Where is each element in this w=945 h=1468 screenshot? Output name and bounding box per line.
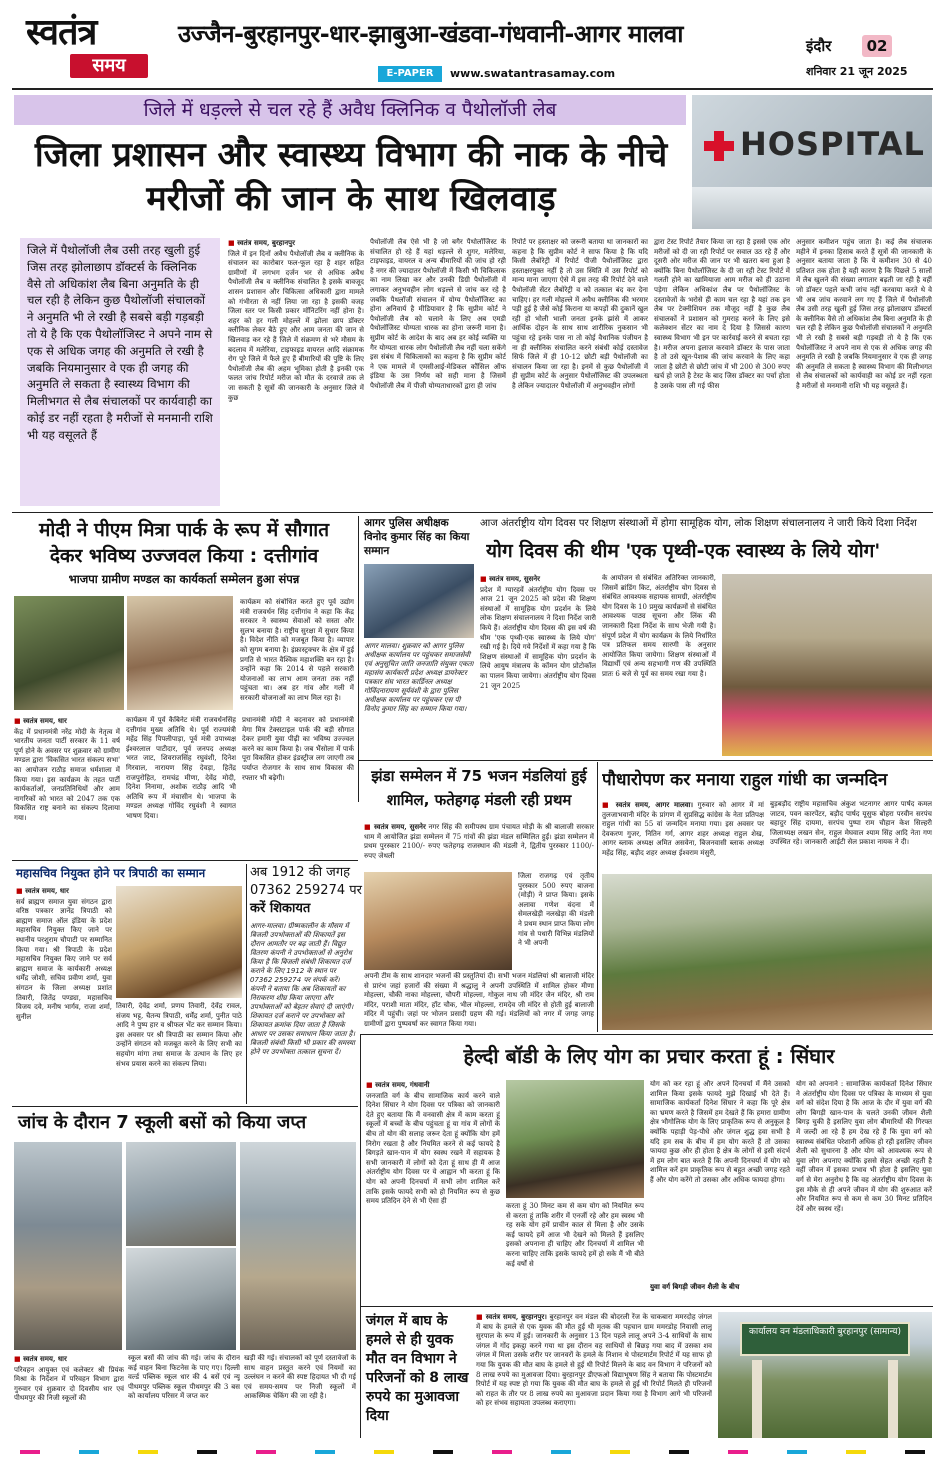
jhanda-lead-text: नगर सिंह की समीपस्थ ग्राम पंचायत मोड़ी के श्री बालाजी सरकार धाम में आयोजित झंडा सम्मेलन में 75 गांवों की झंडा मंडल सम्मिलित हुईं। झंडा सम्मेलन में प्रथम पुरस्कार 2100/- रुपए फतेहगढ़ राजस्थान की मंडली ने, द्वितीय पुरस्कार 1100/- रुपए जेथली xyxy=(364,823,594,860)
jhanda-col-right: जिला राजगढ़ एवं तृतीय पुरस्कार 500 रुपए बाजना (मोड़ी) ने प्राप्त किया। इसके अलावा गणेश वंदना में सेमलखेड़ी नलखेड़ा की मंडली ने प्रथम स्थान प्राप्त किया लोग गांव से पधारी विभिन्न मंडलियों ने भी अपनी xyxy=(518,872,594,948)
singhar-headline: हेल्दी बॉडी के लिए योग का प्रचार करता हूं : सिंघार xyxy=(463,1044,835,1068)
epaper-bar xyxy=(378,66,788,82)
page-number: 02 xyxy=(862,35,892,57)
lead-headline: जिला प्रशासन और स्वास्थ्य विभाग की नाक के नीचे मरीजों की जान के साथ खिलवाड़ xyxy=(34,135,668,219)
singhar-col-4: योग को अपनाने : सामाजिक कार्यकर्ता दिनेश सिंघार ने अंतर्राष्ट्रीय योग दिवस पर पत्रिका के माध्यम से युवा वर्ग को संदेश दिया है कि आज के दौर में युवा वर्ग की लोग बिगड़ी खान-पान के चलते उनकी जीवन शैली बिगड़ चुकी है इसलिए युवा लोग बीमारियों की गिरफ्त में जल्दी आ रहे हैं हम देख रहे हैं कि युवा वर्ग को स्वास्थ्य संबंधित परेशानी अधिक हो रही इसलिए जीवन शैली को सुधारना है और योग को आवश्यक रूप से युवा लोग अपनाए क्योंकि इससे सेहत अच्छी रहती है वहीं जीवन में इसका प्रभाव भी होता है इसलिए युवा वर्ग से मेरा अनुरोध है कि वह अंतर्राष्ट्रीय योग दिवस के इस मौके से ही अपने जीवन में योग की शुरुआत करें और नियमित रूप से कम से कम 30 मिनट प्रतिदिन देवें और स्वस्थ रहें। xyxy=(796,1080,932,1213)
left-mid-rule xyxy=(12,860,358,861)
lead-col-1-text: जिले में इन दिनों अवैध पैथोलॉजी लैब व क्लीनिक के संचालन का कारोबार फल-फूल रहा है शहर सहित ग्रामीणों में लगभग दर्जन भर से अधिक अवैध पैथोलॉजी लैब व क्लीनिक संचालित है इसके बावजूद शासन प्रशासन और चिकित्सा अधिकारी द्वारा मामले को गंभीरता से नहीं लिया जा रहा है इसकी वजह जिला स्तर पर किसी प्रकार मॉनिटरिंग नहीं होना है। शहर को हर गली मोहल्ले में झोला छाप डॉक्टर क्लीनिक लेकर बैठे हुए और आम जनता की जान से खिलवाड़ कर रहे हैं जिले में संक्रमण से भरे मौसम के बदलाव में मलेरिया, टाइफाइड वायरल आदि संक्रामक रोग पूरे जिले में फैले हुए हैं बीमारियों की पुष्टि के लिए पैथोलॉजी लैब की अहम भूमिका होती है इनकी एक फलत जांच रिपोर्ट मरीज को मौत के दरवाजे तक ले जा सकती है सूत्रों की जानकारी के अनुसार जिले में कुछ xyxy=(228,249,364,402)
yoga-photo xyxy=(722,574,932,756)
jhanda-headline: झंडा सम्मेलन में 75 भजन मंडलियां हुई शामिल, फतेहगढ़ मंडली रही प्रथम xyxy=(371,767,587,809)
jhanda-lead xyxy=(364,822,594,870)
phone-body: आगर-मालवा। ग्रीष्मकालीन के मौसम में बिजली उपभोक्ताओं की शिकायतें इस दौरान आमतौर पर बढ़ जाती हैं। विद्युत वितरण कंपनी ने उपभोक्ताओं से अनुरोध किया है कि बिजली संबंधी शिकायत दर्ज कराने के लिए 1912 के स्थान पर 07362 259274 पर संपर्क करें। कंपनी ने बताया कि अब शिकायतों का निराकरण शीघ्र किया जाएगा और उपभोक्ताओं को बेहतर सेवाएं दी जाएंगी। शिकायत दर्ज कराने पर उपभोक्ता को शिकायत क्रमांक दिया जाता है जिसके आधार पर उसका समाधान किया जाता है। बिजली संबंधी किसी भी प्रकार की समस्या होने पर उपभोक्ता तत्काल सूचना दें। xyxy=(250,922,356,1056)
bus-photo-2 xyxy=(126,1142,236,1246)
modi-photo-2 xyxy=(127,596,233,710)
forest-body-text: बुरहानपुर वन मंडल की बोदरली रेंज के चाकबारा ममरदोह जंगल में बाघ के हमले से एक युवक की मौत हुई थी मृतक की पहचान ग्राम ममरडोह निवासी लालू सुरपाल के रूप में हुई। जानकारी के अनुसार 13 दिन पहले लालू अपने 3-4 साथियों के साथ जंगल में गोंद इकट्ठा करने गया था इस दौरान वह साथियों से बिछड़ गया बाद में उसका शव जंगल में मिला उसके शरीर पर जानवरों के हमले के निशान थे पोस्टमार्टम रिपोर्ट में यह साफ हो गया कि युवक की मौत बाघ के हमले से हुई थी रिपोर्ट मिलने के बाद वन विभाग ने परिजनों को 8 लाख रुपये का मुआवजा दिया। बुरहानपुर डीएफओ विद्याभूषण सिंह ने बताया कि पोस्टमार्टम रिपोर्ट में यह स्पष्ट हो गया कि युवक की मौत बाघ के हमले से हुई थी रिपोर्ट मिलते ही परिजनों को राहत के तौर पर 8 लाख रुपये का मुआवजा प्रदान किया गया है विभाग आगे भी परिजनों को हर संभव सहायता उपलब्ध कराएगा। xyxy=(476,1313,712,1408)
hospital-sign-text: HOSPITAL xyxy=(740,125,925,163)
mahasachiv-photo xyxy=(116,886,242,998)
phone-box xyxy=(250,864,362,1104)
modi-subhead: भाजपा ग्रामीण मण्डल का कार्यकर्ता सम्मेलन हुआ संपन्न xyxy=(68,572,300,586)
yoga-byline: ■ स्वतंत्र समय, सुसनेर xyxy=(480,574,541,583)
lead-kicker xyxy=(14,95,686,125)
bus-photo-3 xyxy=(126,1248,236,1350)
phone-box-divider xyxy=(246,864,247,1104)
singhar-col-3-text: योग को कर रहा हूं और अपने दिनचर्या में मैंने उसको शामिल किया इसके फायदे मुझे दिखाई भी देते हैं। सामाजिक कार्यकर्ता दिनेश सिंघार ने कहा कि पूरे क्षेत्र का भ्रमण करते है जिसमें हम देखते हैं कि हमारा ग्रामीण क्षेत्र भौगोलिक योग के लिए प्राकृतिक रूप से अनुकूल है क्योंकि पहाड़ी पेड़-पौधे और जंगल शुद्ध हवा सभी है यदि हम सब के बीच में हम योग करते हैं तो उसका फायदा कुछ और ही होता है क्षेत्र के लोगों से इसी संदर्भ में हम लोग बात करते हैं कि अपनी दिनचर्या में योग को शामिल करें हम प्राकृतिक रूप से बहुत अच्छी जगह रहते हैं और योग करेंगे तो उसका और अधिक फायदा होगा। xyxy=(650,1080,790,1184)
singhar-col-2: करता हूं 30 मिनट कम से कम योग को नियमित रूप से करता हूं ताकि शरीर में एनर्जी रहे और हम स्वस्थ भी रह सके योग हमें प्राचीन काल से मिला है और उसके कई फायदे हमें आज भी देखने को मिलते हैं इसलिए इसको अपनाना ही चाहिए और दिनचर्या में शामिल भी करना चाहिए ताकि इसके फायदे हमें हो सके मैं भी बीते कई वर्षों से xyxy=(506,1202,644,1268)
mahasachiv-col-1-text: सर्व ब्राह्मण समाज युवा संगठन द्वारा वरिष्ठ पत्रकार ज्ञानेंद्र त्रिपाठी को ब्राह्मण समाज ऑल इंडिया के प्रदेश महासचिव नियुक्त किए जाने पर स्थानीय परशुराम चौपाटी पर सम्मानित किया गया। श्री त्रिपाठी के प्रदेश महासचिव नियुक्त किए जाने पर सर्व ब्राह्मण समाज के कार्यकारी अध्यक्ष धर्मेंद्र जोशी, सचिव प्रवीण शर्मा, युवा संगठन के जिला अध्यक्ष प्रशांत तिवारी, जितेंद्र पण्ड्या, महासचिव विजय दवे, मनीष भार्गव, राजा शर्मा, सुनील xyxy=(16,897,112,1021)
bus-col-1-text: परिवहन आयुक्त एवं कलेक्टर श्री प्रियंक मिश्रा के निर्देशन में परिवहन विभाग द्वारा गुरुवार एवं शुक्रवार दो दिवसीय धार एवं पीथमपुर की निजी स्कूलों की xyxy=(14,1365,124,1403)
modi-col-left xyxy=(14,716,120,856)
bus-col-1 xyxy=(14,1354,124,1438)
singhar-col-3-sub: युवा वर्ग बिगड़ी जीवन शैली के बीच xyxy=(650,1282,740,1291)
sp-caption: आगर मालवा। शुक्रवार को आगर पुलिस अधीक्षक कार्यालय पर पहुंचकर समाजसेवी एवं अनुसूचित जाति जनजाति संयुक्त एकता महासंघ कार्यकारी प्रदेश अध्यक्ष डायरेक्टर पत्रकार संघ भारत कार्डिनल अध्यक्ष गोविंदनारायण सूर्यवंशी के द्वारा पुलिस अधीक्षक कार्यालय पर पहुंचकर एस पी विनोद कुमार सिंह का सम्मान किया गया। xyxy=(364,642,474,713)
yoga-headline: योग दिवस की थीम 'एक पृथ्वी-एक स्वास्थ्य के लिये योग' xyxy=(486,540,881,562)
center-column-divider xyxy=(597,762,598,1032)
registration-marks xyxy=(20,1450,925,1456)
yoga-col-2: के आयोजन से संबंधित अतिरिक्त जानकारी, जिसमें ब्रांडिंग किट, अंतर्राष्ट्रीय योग दिवस से संबंधित आवश्यक सहायक सामग्री, अंतर्राष्ट्रीय योग दिवस के 10 प्रमुख कार्यक्रमों से संबंधित आवश्यक पाठ्य सूचना और लिंक की जानकारी दिशा निर्देश के साथ भेजी गयी है। संपूर्ण प्रदेश में योग कार्यक्रम के लिये निर्धारित पत्र प्रतिफल समय सारणी के अनुसार आयोजित किया जायेगा। शिक्षण संस्थाओं में विद्यार्थी एवं अन्य सहभागी गण की उपस्थिति प्रातः 6 बजे से पूर्व का समय रखा गया है। xyxy=(602,574,716,678)
singhar-col-3 xyxy=(650,1080,790,1302)
singhar-photo xyxy=(506,1080,644,1198)
mahasachiv-col-1 xyxy=(16,886,112,1104)
lead-highlight-box xyxy=(20,238,220,506)
phone-line-3: करें शिकायत xyxy=(250,901,311,916)
modi-headline: मोदी ने पीएम मित्रा पार्क के रूप में सौगात देकर भविष्य उज्जवल किया : दत्तीगांव xyxy=(38,519,330,567)
bus-photo-1 xyxy=(14,1142,122,1350)
website-link[interactable]: www.swatantrasamay.com xyxy=(450,67,616,80)
masthead-rule xyxy=(12,88,933,90)
lead-col-5: अनुसार कमीशन पहुंच जाता है। कई लैब संचालक महीने में इनका हिसाब करते हैं सूत्रों की जानकारी के अनुसार बताया जाता है कि ये कमीशन 30 से 40 प्रतिशत तक होता है यही कारण है कि पिछले 5 सालों में लैब खुलने की संख्या लगातार बढ़ती जा रही है वहीं जो डॉक्टर पहले कभी जांच नहीं करवाया करते थे वे भी अब जांच करवाने लग गए हैं जिले में पैथोलॉजी लैब उसी तरह खुली हुई जिस तरह झोलाछाप डॉक्टर्स के क्लीनिक वैसे तो अधिकांश लैब बिना अनुमति के ही चल रही है लेकिन कुछ पैथोलॉजी संचालकों ने अनुमति भी ले रखी है सबसे बड़ी गड़बड़ी तो ये है कि एक पैथोलॉजिस्ट ने अपने नाम से एक से अधिक जगह की अनुमति ले रखी है जबकि नियमानुसार वे एक ही जगह की अनुमति ले सकता है स्वास्थ्य विभाग की मिलीभगत से लैब संचालकों को कार्यवाही का कोई डर नहीं रहता है मरीजों से मनमानी राशि भी यह वसूलते हैं। xyxy=(796,238,932,390)
singhar-byline: ■ स्वतंत्र समय, गंधवानी xyxy=(366,1080,430,1089)
forest-office-photo xyxy=(718,1312,932,1438)
rahul-byline: ■ स्वतंत्र समय, आगर मालवा। xyxy=(602,800,694,809)
red-cross-icon xyxy=(704,131,734,161)
mahasachiv-col-2: तिवारी, देवेंद्र शर्मा, प्रणय तिवारी, देवेंद्र रावल, संजय भट्ट, चैतन्य त्रिपाठी, धर्मेंद्र शर्मा, पुनीत पाठे आदि ने पुष्प हार व श्रीफल भेंट कर सम्मान किया। इस अवसर पर श्री त्रिपाठी का सम्मान किया और उन्होंने संगठन को मजबूत करने के लिए सभी का सहयोग मांगा तथा समाज के उत्थान के लिए हर संभव प्रयास करने का संकल्प लिया। xyxy=(116,1002,242,1068)
epaper-label: E-PAPER xyxy=(378,66,442,82)
singhar-col-1 xyxy=(366,1080,500,1302)
lead-highlight-text: जिले में पैथोलॉजी लैब उसी तरह खुली हुई जिस तरह झोलाछाप डॉक्टर्स के क्लिनिक वैसे तो अधिकांश लैब बिना अनुमति के ही चल रही है लेकिन कुछ पैथोलॉजी संचालकों ने अनुमति भी ले रखी है सबसे बड़ी गड़बड़ी तो ये है कि एक पैथोलॉजिस्ट ने अपने नाम से एक से अधिक जगह की अनुमति ले रखी है जबकि नियमानुसार वे एक ही जगह की अनुमति ले सकता है स्वास्थ्य विभाग की मिलीभगत से लैब संचालकों पर कार्यवाही का कोई डर नहीं रहता है मरीजों से मनमानी राशि भी यह वसूलते हैं xyxy=(27,243,213,442)
yoga-col-1-text: प्रदेश में ग्यारहवें अंतर्राष्ट्रीय योग दिवस पर आज 21 जून 2025 को प्रदेश की शिक्षण संस्थाओं में सामूहिक योग प्रदर्शन के लिये लोक शिक्षण संचालनालय ने दिशा निर्देश जारी किये हैं। अंतर्राष्ट्रीय योग दिवस की इस वर्ष की थीम 'एक पृथ्वी-एक स्वास्थ्य के लिये योग' रखी गई है। दिये गये निर्देशों में कहा गया है कि शिक्षण संस्थाओं में सामूहिक योग प्रदर्शन के लिये आयुष मंत्रालय के कॉमन योग प्रोटोकॉल का पालन किया जायेगा। अंतर्राष्ट्रीय योग दिवस 21 जून 2025 xyxy=(480,585,596,690)
forest-office-sign: कार्यालय वन मंडलाधिकारी बुरहानपुर (सामान्य) xyxy=(740,1322,910,1356)
singhar-col-1-text: जनजाति वर्ग के बीच सामाजिक कार्य करने वाले दिनेश सिंघार ने योग दिवस पर पत्रिका को जानकारी देते हुए बताया कि मैं वनवासी क्षेत्र में काम करता हूं स्कूलों में बच्चों के बीच पहुंचता हूं या गांव में लोगों के बीच तो योग की सलाह जरूर देता हूं क्योंकि योग हमें निरोग रखता है और नियमित करने से कई फायदे है बिगड़ते खान-पान में योग स्वस्थ रखने में सहायक है सभी जानकारी में लोगों को देता हूं साथ ही मैं आज अंतर्राष्ट्रीय योग दिवस पर ये आह्वान भी करता हूं कि योग को अपनी दिनचर्या में सभी लोग शामिल करें ताकि इसके फायदे सभी को हो नियमित रूप से कुछ समय प्रतिदिन देने से भी ऐसा ही xyxy=(366,1091,500,1206)
rahul-photo xyxy=(602,874,932,1030)
jhanda-photo xyxy=(364,872,512,970)
lead-col-2: पैथोलॉजी लैब ऐसे भी है जो बगैर पैथोलॉजिस्ट के संचालित हो रहे हैं यहां धड़ल्ले से शुगर, मलेरिया, टाइफाइड, वायरल व अन्य बीमारियों की जांच हो रही है नगर की ज्यादातर पैथोलॉजी में किसी भी चिकित्सक का नाम लिखा कर और उनकी डिग्री पैथोलॉजी में लगाकर अनुभवहीन लोग धड़ल्ले से जांच कर रहे है जबकि पैथलॉजी संचालन में योग्य पैथोलॉजिस्ट का होना अनिवार्य है मीडियावार है कि सुप्रीम कोर्ट ने पैथोलॉजी लैब को चलाने के लिए अब एमडी पैथोलॉजिस्ट योग्यता धारक का होना जरूरी माना है। सुप्रीम कोर्ट के आदेश के बाद अब हर कोई व्यक्ति या गैर योग्यता धारक लोग पैथोलॉजी लैब नहीं चला सकेंगे इस संबंध में चिकित्सकों का कहना है कि सुप्रीम कोर्ट ने एक मामले में एमसीआई-मेडिकल कौंसिल ऑफ इंडिया के उस निर्णय को सही माना है जिसमें पैथोलॉजी लैब में पीजी योग्यताधारकों द्वारा ही जांच xyxy=(370,238,506,390)
lead-byline: ■ स्वतंत्र समय, बुरहानपुर xyxy=(228,238,295,247)
rahul-col-2: बुड़बड़ौद राष्ट्रीय महासचिव अंकुश भटनागर आगर पार्षद कमल जाटव, पवन कारपेंटर, बड़ौद पार्षद यूसुफ बोहरा परवीन सरपंच बहादुर सिंह दायमा, सरपंच पुष्पा राम चौहान केश सिल्हरी जिलाध्यक्ष लखन सेन, राहुल मेघवाल श्याम सिंह आदि नेता गण उपस्थित रहे। जानकारी आईटी सेल प्रकाश नायक ने दी। xyxy=(770,800,932,847)
modi-byline: ■ स्वतंत्र समय, धार xyxy=(14,716,67,725)
issue-date: शनिवार 21 जून 2025 xyxy=(806,65,908,78)
bus-photo-4 xyxy=(240,1142,356,1350)
bus-col-2: स्कूल बसों की जांच की गई। जांच के दौरान कई वाहन बिना फिटनेस के पाए गए। दिल्ली वर्ल्ड पब्लिक स्कूल धार की 4 बसें एवं न्यू पीथमपुर पब्लिक स्कूल पीथमपुर की 3 बस को कार्यालय परिसर में जप्त कर xyxy=(128,1354,240,1401)
modi-col-mid2: प्रधानमंत्री मोदी ने बदनावर को प्रधानमंत्री मेगा मित्र टेक्सटाइल पार्क की बड़ी सौगात देकर हमारी युवा पीढ़ी का भविष्य उज्ज्वल करने का काम किया है। जब भैंसोला में पार्क पूरा विकसित होकर इंडस्ट्रीज लग जाएगी तब पर्याप्त रोजगार के साथ साथ विकास की रफ्तार भी बढ़ेगी। xyxy=(242,716,354,782)
edition-title: उज्जैन-बुरहानपुर-धार-झाबुआ-खंडवा-गंधवानी-आगर मालवा xyxy=(178,20,683,48)
jhanda-byline: ■ स्वतंत्र समय, सुसनेर xyxy=(364,822,426,831)
modi-col-left-text: केंद्र में प्रधानमंत्री नरेंद्र मोदी के नेतृत्व में भारतीय जनता पार्टी सरकार के 11 वर्ष पूर्ण होने के अवसर पर शुक्रवार को ग्रामीण मण्डल द्वारा 'विकसित भारत संकल्प सभा' का आयोजन राठौड़ समाज धर्मशाला में किया गया। इस कार्यक्रम के तहत पार्टी कार्यकर्ताओं, जनप्रतिनिधियों और आम नागरिकों को भारत को 2047 तक एक विकसित राष्ट्र बनाने का संकल्प दिलाया गया। xyxy=(14,727,120,822)
sp-photo xyxy=(364,564,474,638)
bus-byline: ■ स्वतंत्र समय, धार xyxy=(14,1354,67,1363)
logo-bottom: समय xyxy=(70,54,148,78)
mahasachiv-headline: महासचिव नियुक्त होने पर त्रिपाठी का सम्मान xyxy=(16,866,206,880)
logo-top: स्वतंत्र xyxy=(26,11,97,53)
lead-col-1 xyxy=(228,238,364,508)
forest-headline: जंगल में बाघ के हमले से ही युवक मौत वन विभाग ने परिजनों को 8 लाख रुपये का मुआवजा दिया xyxy=(366,1313,469,1424)
forest-body xyxy=(476,1312,712,1438)
logo xyxy=(24,12,164,80)
forest-byline: ■ स्वतंत्र समय, बुरहानपुर। xyxy=(476,1312,547,1321)
lead-col-3: रिपोर्ट पर हस्ताक्षर को जरूरी बताया था जानकारों का कहना है कि सुप्रीम कोर्ट ने साफ किया है कि यदि किसी लैबोरेट्री में रिपोर्ट पीजी पैथोलॉजिस्ट द्वारा हस्ताक्षरयुक्त नहीं है तो उस स्थिति में उस रिपोर्ट को मान्य माना जाएगा ऐसे में इस तरह की रिपोर्ट देने वाले पैथोलॉजी सेंटर लैबोरेट्री व को तत्काल बंद कर देना चाहिए। हर गली मोहल्ले में अवैध क्लीनिक की भरमार पड़ी हुई है जैसे कोई किराना या कपड़ों की दुकानें खुल रही हो भोली भाली जनता इनके झांसे में आकर आर्थिक दोहन के साथ साथ शारीरिक नुकसान भी पहुंचा रहे इनके पास ना तो कोई वैधानिक पंजीयन है ना ही क्लीनिक संचालित करने संबंधी कोई दस्तावेज सिर्फ जिले में ही 10-12 छोटी बड़ी पैथोलॉजी का संचालन किया जा रहा है। इनमें से कुछ पैथोलॉजी में ही सुप्रीम कोर्ट के अनुसार पैथोलॉजिस्ट की उपलब्धता है लेकिन ज्यादातर पैथोलॉजी में अनुभवहीन लोगों xyxy=(512,238,648,390)
jhanda-col-bottom: अपनी टीम के साथ शानदार भजनों की प्रस्तुतियां दी। सभी भजन मंडलियां श्री बालाजी मंदिर से प्रारंभ जहां हजारों की संख्या में श्रद्धालु ने अपनी उपस्थिति में शामिल होकर मीणा मोहल्ला, चौकी नाका मोहल्ला, चौपरी मोहल्ला, गोकुल नाथ जी मंदिर जैन मंदिर, श्री राम मंदिर, पराशी माता मंदिर, हॉट चौक, भील मोहल्ला, रामदेव जी मंदिर से होती हुई बालाजी मंदिर में पहुंची। जहां पर भोजन प्रसादी ग्रहण की गई। मंडलियों को नगर में जगह जगह ग्रामीणों द्वारा पुष्पवर्षा कर स्वागत किया गया। xyxy=(364,972,594,1028)
mahasachiv-byline: ■ स्वतंत्र समय, धार xyxy=(16,886,69,895)
phone-line-2: पर xyxy=(349,883,362,898)
rahul-col-1-text: गुरुवार को आगर में मां तुलजाभवानी मंदिर के प्रांगण में सुप्रसिद्ध कांग्रेस के नेता प्रतिपक्ष राहुल गांधी का 55 वां जन्मदिन मनाया गया। इस अवसर पर देवकरण गुजर, नितिन गर्ग, आगर शहर अध्यक्ष राहुल शेख, आगर ब्लाक अध्यक्ष अमित असवेना, बिजनवासी ब्लाक अध्यक्ष महेंद्र सिंह, बड़ौद शहर अध्यक्ष ईश्वराम मंसुरी, xyxy=(602,801,764,857)
masthead xyxy=(0,0,945,88)
mid-rule-3 xyxy=(360,1306,933,1307)
modi-col-mid: कार्यक्रम में पूर्व कैबिनेट मंत्री राजवर्धनसिंह दत्तीगांव मुख्य अतिथि थे। पूर्व राज्यमंत्री महेंद्र सिंह पिपलीपाड़ा, पूर्व मंत्री उपाध्यक्ष ईश्वरलाल पाटीदार, पूर्व जनपद अध्यक्ष भरत जाट, शिवराजसिंह रघुवंशी, दिनेश गिरवाल, नारायण सिंह देवड़ा, हितेंद्र राजपुरोहित, रामचंद्र मीणा, देवेंद्र मोदी, दिनेश निनामा, अशोक राठौड़ आदि भी अतिथि रूप में मंचासीन थे। भाजपा के मण्डल अध्यक्ष गोविंद रघुवंशी ने स्वागत भाषण दिया। xyxy=(126,716,236,820)
bus-headline: जांच के दौरान 7 स्कूली बसों को किया जप्त xyxy=(18,1112,307,1133)
hospital-photo xyxy=(692,95,932,229)
phone-line-1: अब 1912 की जगह xyxy=(250,865,351,880)
rahul-headline: पौधारोपण कर मनाया राहुल गांधी का जन्मदिन xyxy=(602,770,888,790)
lead-bottom-rule xyxy=(12,512,933,513)
bus-top-rule xyxy=(12,1106,358,1107)
modi-col-right: कार्यक्रम को संबोधित करते हुए पूर्व उद्योग मंत्री राजवर्धन सिंह दत्तीगांव ने कहा कि केंद्र सरकार ने स्वास्थ्य सेवाओं को सस्ता और सुलभ बनाया है। राष्ट्रीय सुरक्षा में सुधार किया है। विदेश नीति को मजबूत किया है। व्यापार को सुगम बनाया है। इंफ्रास्ट्रक्चर के क्षेत्र में हुई प्रगति से भारत वैश्विक महाशक्ति बन रहा है। उन्होंने कहा कि 2014 से पहले सरकारी योजनाओं का लाभ आम जनता तक नहीं पहुंचता था। अब हर गांव और गली में सरकारी योजनाओं का लाभ मिल रहा है। xyxy=(240,598,354,702)
rahul-col-1 xyxy=(602,800,764,872)
phone-number-row xyxy=(250,882,362,900)
modi-photo-1 xyxy=(14,596,124,710)
mid-rule-2 xyxy=(360,1034,933,1035)
lower-left-divider xyxy=(360,1034,361,1438)
bus-col-3: खड़ी की गई। संचालकों को पूर्ण दस्तावेजों के साथ वाहन प्रस्तुत करने एवं नियमों का उल्लंघन न करने की स्पष्ट हिदायत भी दी गई एवं समय-समय पर निजी स्कूलों में आकस्मिक चेकिंग की जा रही है। xyxy=(244,1354,356,1401)
sp-headline: आगर पुलिस अधीक्षक विनोद कुमार सिंह का किया सम्मान xyxy=(364,517,470,557)
lead-col-4: द्वारा टेस्ट रिपोर्ट तैयार किया जा रहा है इससे एक ओर मरीजों को दी जा रही रिपोर्ट पर सवाल उठ रहे हैं और दूसरी ओर मरीज की जान पर भी खतरा बना हुआ है क्योंकि बिना पैथोलॉजिस्ट के दी जा रही टेस्ट रिपोर्ट में गलती होने का खामियाजा आम मरीज को ही उठाना पड़ेगा लेकिन अधिकांश लैब पर पैथोलॉजिस्ट के दस्तावेजों के भरोसे ही काम चल रहा है यहां तक इन लैब पर टेक्नीशियन तक मौजूद नहीं है कुछ लैब संचालकों ने प्रशासन को गुमराह करने के लिए इसे कलेक्शन सेंटर का नाम दे दिया है जिससे कारण स्वास्थ्य विभाग भी इन पर कार्रवाई करने से बचता रहा है। मरीज अपना इलाज करवाने डॉक्टर के पास जाता है तो उसे खून-पेशाब की जांच करवाने के लिए कहा जाता है छोटी से छोटी जांच में भी 200 से 300 रुपए खर्च हो जाते है टेस्ट के बाद जिस डॉक्टर का पर्चा होता है उसके पास ली गई फीस xyxy=(654,238,790,390)
mid-rule-1 xyxy=(358,760,933,761)
city-label: इंदौर xyxy=(806,37,832,55)
yoga-col-1 xyxy=(480,574,596,756)
phone-number[interactable]: 07362 259274 xyxy=(250,883,346,898)
lead-kicker-text: जिले में धड़ल्ले से चल रहे हैं अवैध क्लिनिक व पैथोलॉजी लेब xyxy=(143,99,557,121)
yoga-kicker: आज अंतर्राष्ट्रीय योग दिवस पर शिक्षण संस्थाओं में होगा सामूहिक योग, लोक शिक्षण संचालनालय ने जारी किये दिशा निर्देश xyxy=(480,518,917,529)
